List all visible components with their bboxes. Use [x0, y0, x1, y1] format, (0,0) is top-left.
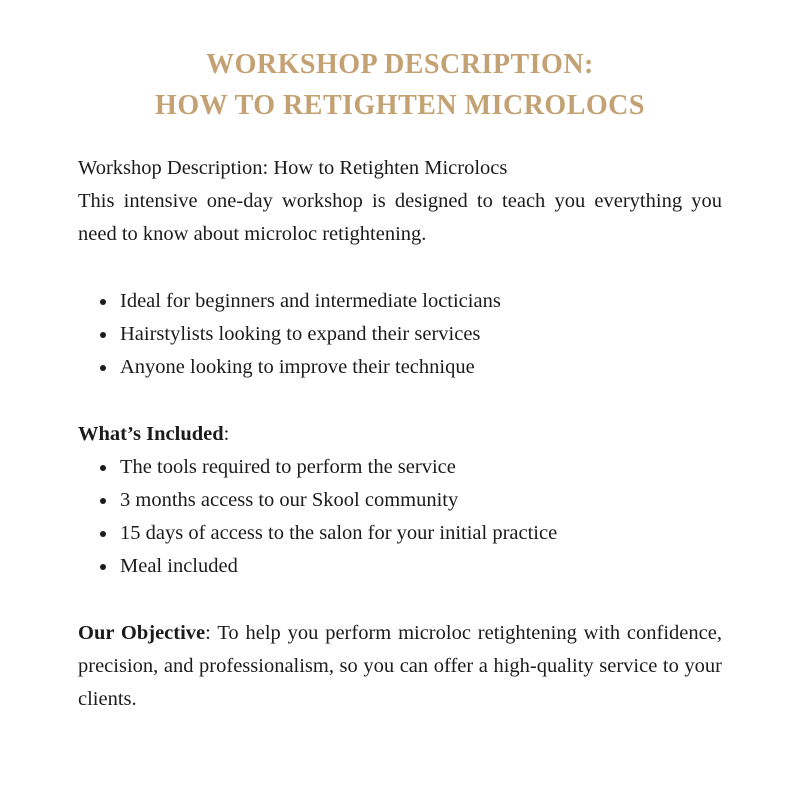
list-item: • 3 months access to our Skool community: [118, 484, 722, 517]
list-item: • Meal included: [118, 550, 722, 583]
list-item: • Ideal for beginners and intermediate locticians: [118, 285, 722, 318]
list-item: • 15 days of access to the salon for your initial practice: [118, 517, 722, 550]
list-item: • The tools required to perform the service: [118, 451, 722, 484]
objective-text: : To help you perform microloc retightening with confidence, precision, and professionalism, so you can offer a high-quality service to your clients.: [78, 622, 722, 710]
intro-paragraph: This intensive one-day workshop is designed to teach you everything you need to know about microloc retightening.: [78, 190, 722, 245]
whats-included-colon: :: [223, 423, 230, 445]
whats-included-heading: [78, 418, 722, 451]
page-title-line2: HOW TO RETIGHTEN MICROLOCS: [155, 90, 645, 121]
objective-paragraph: [78, 617, 722, 716]
audience-list: [78, 285, 722, 384]
whats-included-label: What’s Included: [78, 423, 224, 445]
included-list: [78, 451, 722, 583]
list-item: • Anyone looking to improve their technique: [118, 351, 722, 384]
intro-heading-line: Workshop Description: How to Retighten Microlocs: [78, 157, 508, 179]
page-title-line1: WORKSHOP DESCRIPTION:: [206, 49, 594, 80]
list-item: • Hairstylists looking to expand their services: [118, 318, 722, 351]
document-body: [78, 152, 722, 716]
objective-label: Our Objective: [78, 622, 206, 644]
page-title: [78, 44, 722, 126]
